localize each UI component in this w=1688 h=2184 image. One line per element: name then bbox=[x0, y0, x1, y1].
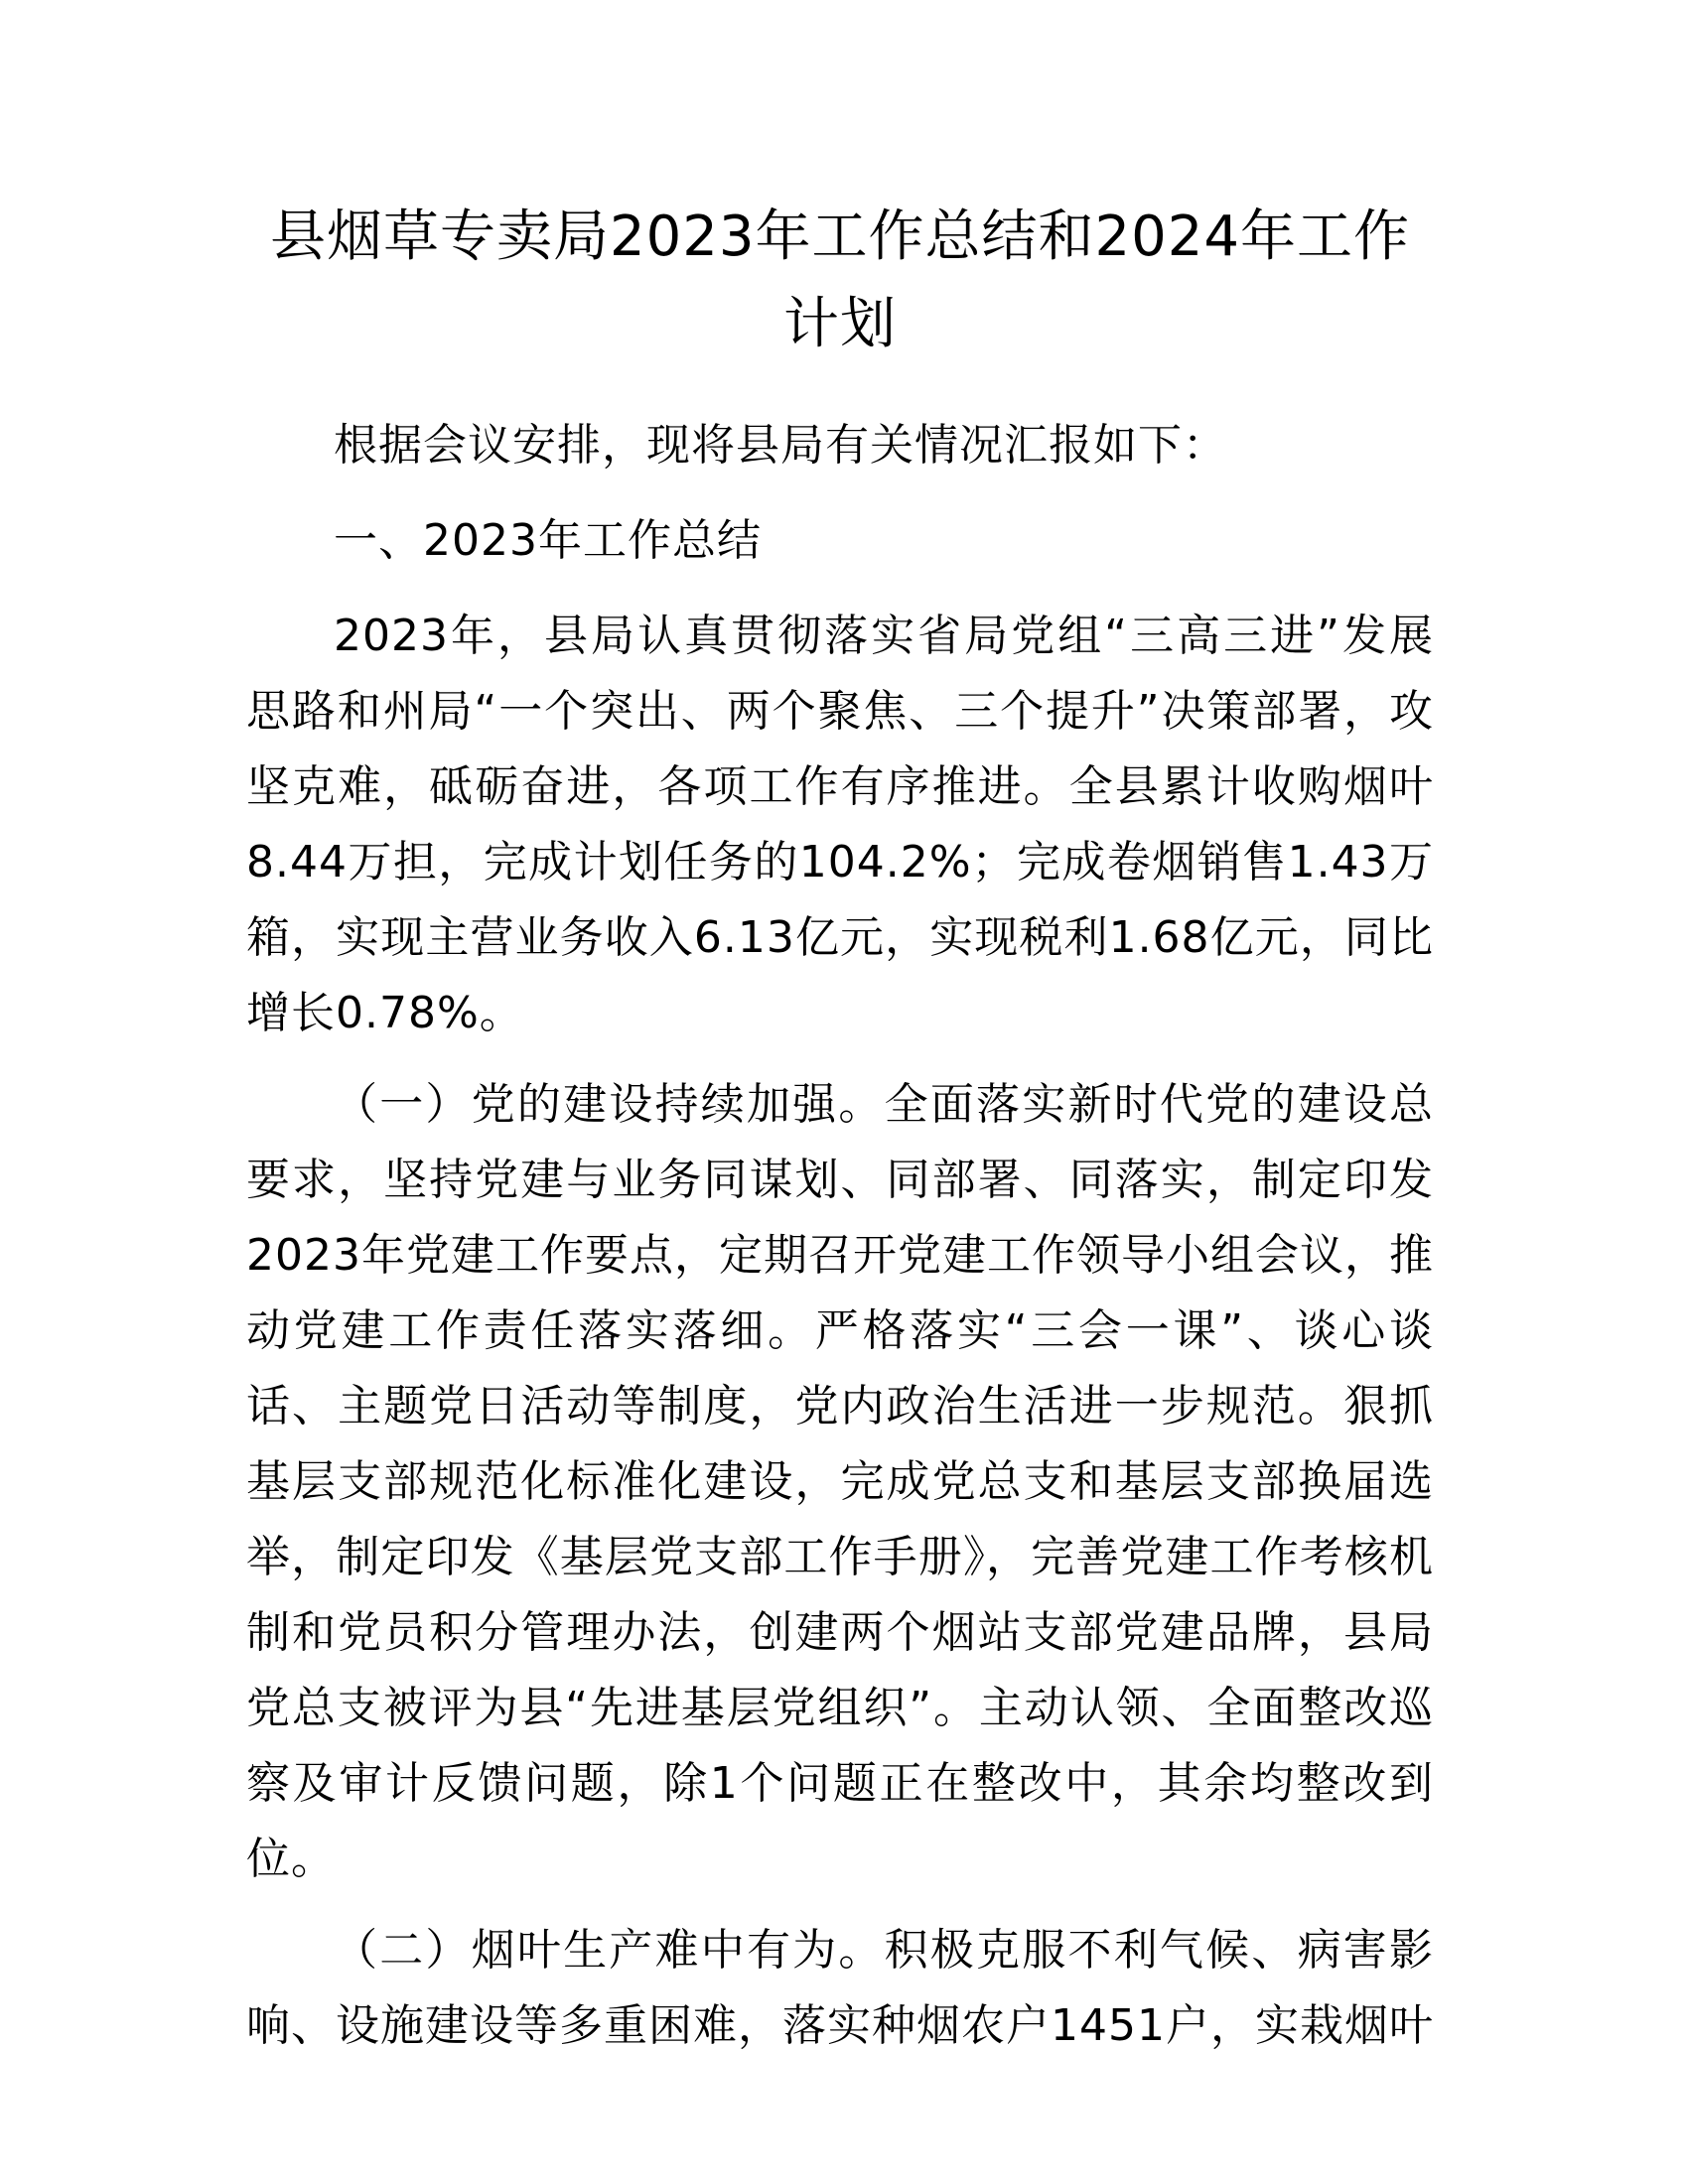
intro-paragraph: 根据会议安排，现将县局有关情况汇报如下： bbox=[334, 420, 1227, 471]
document-body bbox=[246, 408, 1434, 2064]
tobacco-production-paragraph: （二）烟叶生产难中有为。积极克服不利气候、病害影响、设施建设等多重困难，落实种烟农户1451户，实栽烟叶 bbox=[246, 1925, 1434, 2051]
document-title: 县烟草专卖局2023年工作总结和2024年工作计划 bbox=[269, 205, 1411, 356]
party-building-paragraph: （一）党的建设持续加强。全面落实新时代党的建设总要求，坚持党建与业务同谋划、同部署、同落实，制定印发2023年党建工作要点，定期召开党建工作领导小组会议，推动党建工作责任落实落细。严格落实“三会一课”、谈心谈话、主题党日活动等制度，党内政治生活进一步规范。狠抓基层支部规范化标准化建设，完成党总支和基层支部换届选举，制定印发《基层党支部工作手册》，完善党建工作考核机制和党员积分管理办法，创建两个烟站支部党建品牌，县局党总支被评为县“先进基层党组织”。主动认领、全面整改巡察及审计反馈问题，除1个问题正在整改中，其余均整改到位。 bbox=[246, 1079, 1434, 1884]
summary-paragraph: 2023年，县局认真贯彻落实省局党组“三高三进”发展思路和州局“一个突出、两个聚焦、三个提升”决策部署，攻坚克难，砥砺奋进，各项工作有序推进。全县累计收购烟叶8.44万担，完成计划任务的104.2%；完成卷烟销售1.43万箱，实现主营业务收入6.13亿元，实现税利1.68亿元，同比增长0.78%。 bbox=[246, 611, 1434, 1038]
document-content bbox=[246, 194, 1434, 2080]
section-heading-2023-summary: 一、2023年工作总结 bbox=[334, 515, 762, 566]
